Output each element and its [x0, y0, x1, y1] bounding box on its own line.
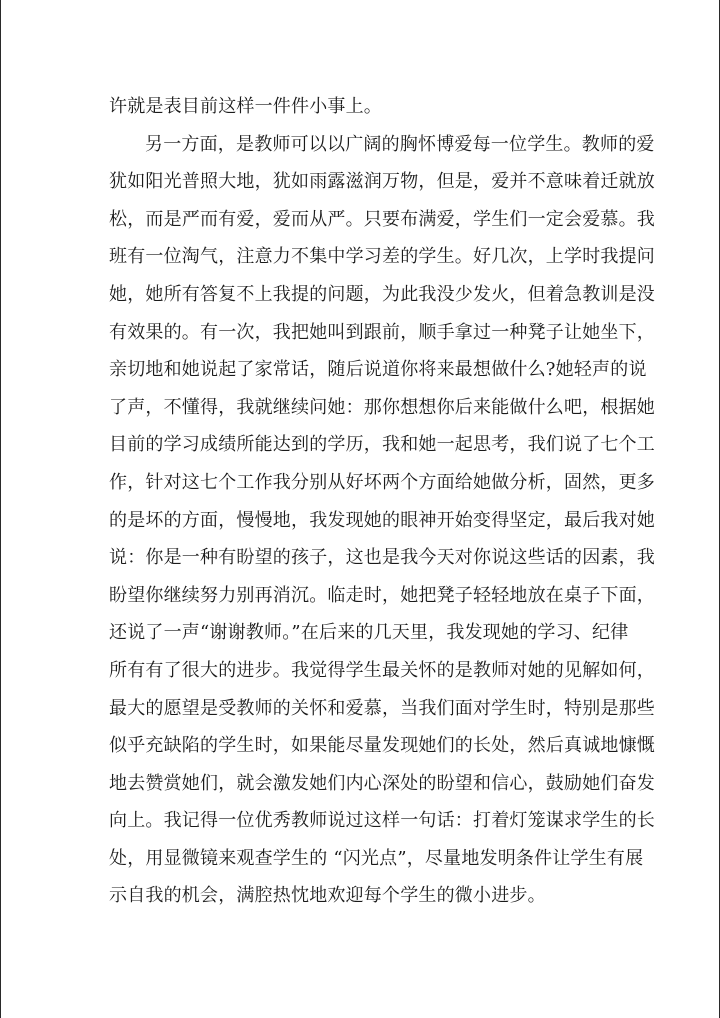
document-body	[109, 88, 655, 915]
text-line: 犹如阳光普照大地，犹如雨露滋润万物，但是，爱并不意味着迁就放	[109, 171, 655, 193]
text-line: 作，针对这七个工作我分别从好坏两个方面给她做分析，固然，更多	[109, 471, 655, 493]
text-line: 还说了一声“谢谢教师。”在后来的几天里，我发现她的学习、纪律	[109, 622, 629, 644]
text-line: 所有有了很大的进步。我觉得学生最关怀的是教师对她的见解如何，	[109, 659, 655, 681]
text-line: 亲切地和她说起了家常话，随后说道你将来最想做什么?她轻声的说	[109, 359, 647, 381]
text-line: 向上。我记得一位优秀教师说过这样一句话：打着灯笼谋求学生的长	[109, 810, 655, 832]
text-line: 了声，不懂得，我就继续问她：那你想想你后来能做什么吧，根据她	[109, 396, 655, 418]
text-line: 最大的愿望是受教师的关怀和爱慕，当我们面对学生时，特别是那些	[109, 697, 655, 719]
text-line: 示自我的机会，满腔热忱地欢迎每个学生的微小进步。	[109, 885, 546, 907]
text-line: 地去赞赏她们，就会激发她们内心深处的盼望和信心，鼓励她们奋发	[109, 772, 655, 794]
text-line: 目前的学习成绩所能达到的学历，我和她一起思考，我们说了七个工	[109, 434, 655, 456]
text-line: 说：你是一种有盼望的孩子，这也是我今天对你说这些话的因素，我	[109, 547, 655, 569]
text-line: 有效果的。有一次，我把她叫到跟前，顺手拿过一种凳子让她坐下，	[109, 321, 655, 343]
paragraph-first-line: 另一方面，是教师可以以广阔的胸怀博爱每一位学生。教师的爱	[145, 133, 655, 155]
text-line: 班有一位淘气，注意力不集中学习差的学生。好几次，上学时我提问	[109, 246, 655, 268]
text-line: 她，她所有答复不上我提的问题，为此我没少发火，但着急教训是没	[109, 283, 655, 305]
text-line: 的是坏的方面，慢慢地，我发现她的眼神开始变得坚定，最后我对她	[109, 509, 655, 531]
text-line: 许就是表目前这样一件件小事上。	[109, 96, 382, 117]
text-line: 处，用显微镜来观查学生的 “闪光点”，尽量地发明条件让学生有展	[109, 847, 644, 869]
text-line: 盼望你继续努力别再消沉。临走时，她把凳子轻轻地放在桌子下面，	[109, 584, 655, 606]
text-line: 松，而是严而有爱，爱而从严。只要布满爱，学生们一定会爱慕。我	[109, 208, 655, 230]
text-line: 似乎充缺陷的学生时，如果能尽量发现她们的长处，然后真诚地慷慨	[109, 735, 655, 757]
